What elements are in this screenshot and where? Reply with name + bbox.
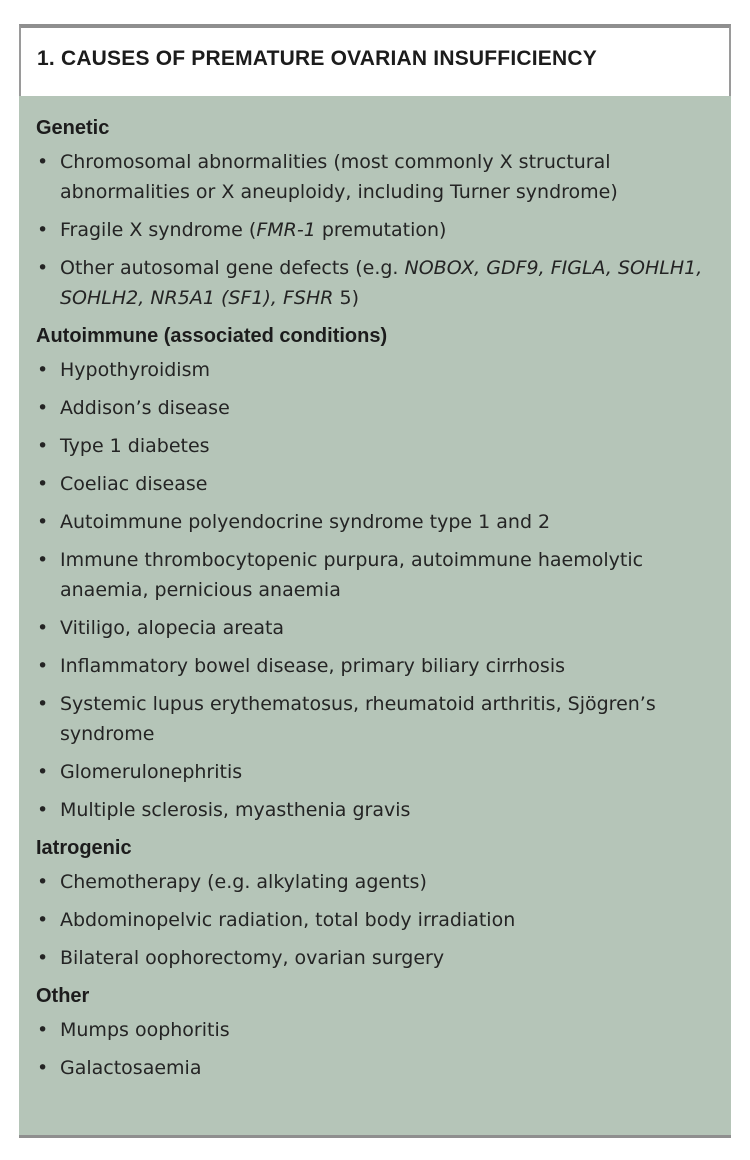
bullet-icon: •	[37, 359, 49, 381]
bullet-icon: •	[37, 151, 49, 173]
list-item	[19, 903, 731, 941]
list-item	[19, 391, 731, 429]
list-item-text: Multiple sclerosis, myasthenia gravis	[60, 799, 411, 821]
list-item	[19, 941, 731, 979]
iatrogenic-list	[19, 865, 731, 979]
bullet-icon: •	[37, 871, 49, 893]
list-item-text: Abdominopelvic radiation, total body irradiation	[60, 909, 516, 931]
bullet-icon: •	[37, 473, 49, 495]
gene-names: NOBOX, GDF9, FIGLA, SOHLH1, SOHLH2, NR5A1 (SF1), FSHR	[60, 257, 703, 309]
genetic-list	[19, 145, 731, 319]
item-text-post: 5)	[333, 287, 359, 309]
bullet-icon: •	[37, 1057, 49, 1079]
list-item-text: Systemic lupus erythematosus, rheumatoid arthritis, Sjögren’s syndrome	[60, 693, 656, 745]
list-item-text: Hypothyroidism	[60, 359, 210, 381]
bullet-icon: •	[37, 1019, 49, 1041]
section-heading-genetic: Genetic	[36, 117, 110, 139]
list-item	[19, 353, 731, 391]
list-item-text: Immune thrombocytopenic purpura, autoimmune haemolytic anaemia, pernicious anaemia	[60, 549, 644, 601]
item-text-post: premutation)	[315, 219, 447, 241]
list-item-text: Bilateral oophorectomy, ovarian surgery	[60, 947, 445, 969]
list-item	[19, 1013, 731, 1051]
causes-box	[19, 24, 731, 1138]
bullet-icon: •	[37, 511, 49, 533]
bullet-icon: •	[37, 761, 49, 783]
list-item	[19, 687, 731, 755]
list-item	[19, 467, 731, 505]
list-item	[19, 793, 731, 831]
list-item-text: Chromosomal abnormalities (most commonly X structural abnormalities or X aneuploidy, including Turner syndrome)	[60, 151, 618, 203]
other-list	[19, 1013, 731, 1089]
list-item-text: Vitiligo, alopecia areata	[60, 617, 285, 639]
list-item	[19, 429, 731, 467]
list-item-text: Glomerulonephritis	[60, 761, 243, 783]
list-item-text: Mumps oophoritis	[60, 1019, 230, 1041]
list-item	[19, 145, 731, 213]
bullet-icon: •	[37, 693, 49, 715]
list-item-text: Type 1 diabetes	[60, 435, 210, 457]
bullet-icon: •	[37, 219, 49, 241]
list-item	[19, 755, 731, 793]
bullet-icon: •	[37, 549, 49, 571]
list-item	[19, 251, 731, 319]
list-item-text	[60, 257, 702, 309]
bullet-icon: •	[37, 435, 49, 457]
item-text-pre: Fragile X syndrome (	[60, 219, 257, 241]
list-item	[19, 611, 731, 649]
list-item	[19, 1051, 731, 1089]
list-item-text: Addison’s disease	[60, 397, 230, 419]
list-item	[19, 865, 731, 903]
box-title: 1. CAUSES OF PREMATURE OVARIAN INSUFFICIENCY	[37, 47, 597, 70]
list-item	[19, 543, 731, 611]
section-heading-autoimmune: Autoimmune (associated conditions)	[36, 325, 388, 347]
list-item-text: Galactosaemia	[60, 1057, 202, 1079]
section-heading-iatrogenic: Iatrogenic	[36, 837, 132, 859]
item-text-pre: Other autosomal gene defects (e.g.	[60, 257, 405, 279]
list-item-text: Autoimmune polyendocrine syndrome type 1 and 2	[60, 511, 551, 533]
bullet-icon: •	[37, 909, 49, 931]
gene-name: FMR-1	[256, 219, 316, 241]
list-item-text: Chemotherapy (e.g. alkylating agents)	[60, 871, 427, 893]
bullet-icon: •	[37, 257, 49, 279]
bullet-icon: •	[37, 799, 49, 821]
bullet-icon: •	[37, 617, 49, 639]
box-body	[19, 96, 731, 1138]
bullet-icon: •	[37, 397, 49, 419]
list-item	[19, 649, 731, 687]
list-item-text	[60, 219, 446, 241]
autoimmune-list	[19, 353, 731, 831]
box-header	[19, 24, 731, 96]
list-item	[19, 213, 731, 251]
bullet-icon: •	[37, 655, 49, 677]
list-item-text: Inflammatory bowel disease, primary biliary cirrhosis	[60, 655, 566, 677]
list-item	[19, 505, 731, 543]
section-heading-other: Other	[36, 985, 90, 1007]
list-item-text: Coeliac disease	[60, 473, 208, 495]
bullet-icon: •	[37, 947, 49, 969]
